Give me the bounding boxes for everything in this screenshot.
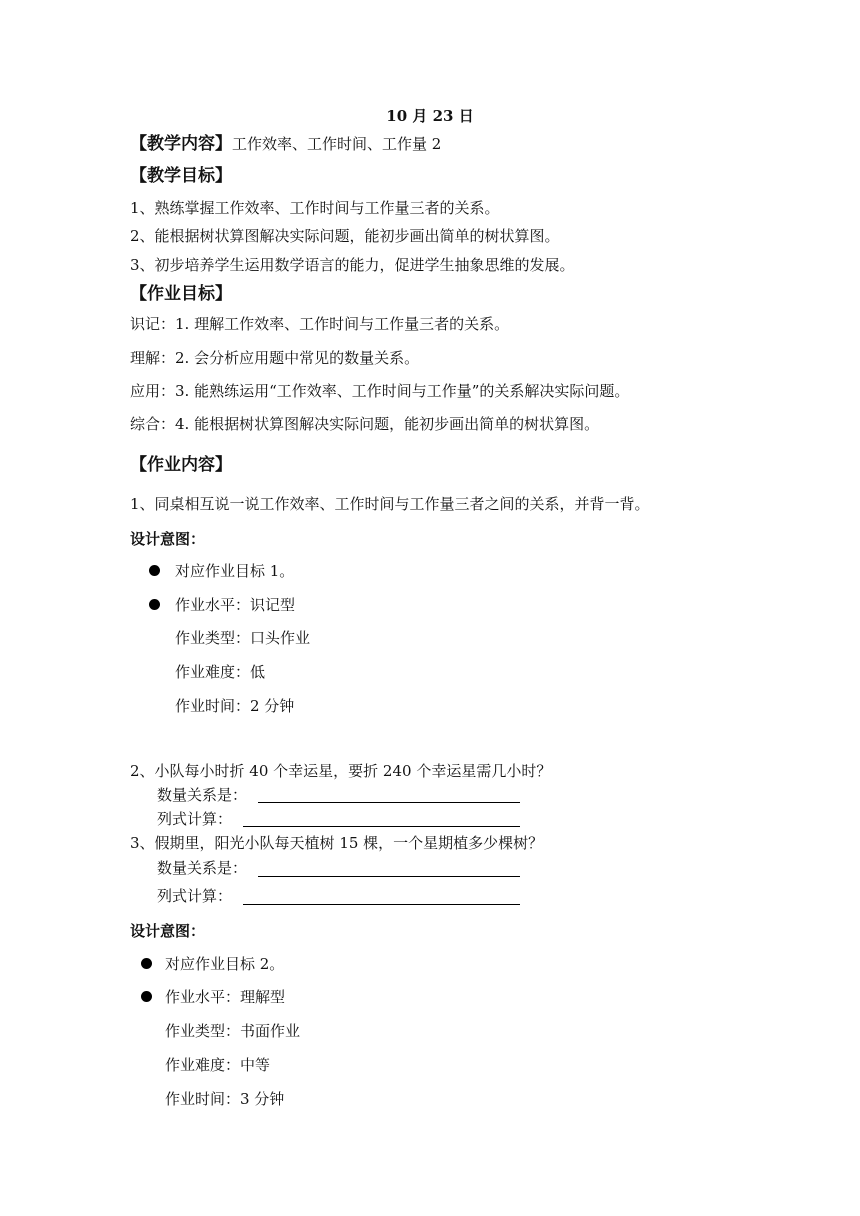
teaching-goals-heading: 【教学目标】 (130, 166, 232, 186)
homework-goal-item: 识记：1. 理解工作效率、工作时间与工作量三者的关系。 (130, 315, 510, 333)
q3-calc-label: 列式计算： (157, 887, 233, 905)
bullet-icon (149, 599, 160, 610)
design-type: 作业类型：书面作业 (165, 1022, 301, 1040)
design-type: 作业类型：口头作业 (175, 629, 311, 647)
design-time: 作业时间：3 分钟 (165, 1090, 285, 1108)
teaching-content-line (130, 134, 441, 154)
bullet-icon (149, 565, 160, 576)
design-time: 作业时间：2 分钟 (175, 697, 295, 715)
question-1: 1、同桌相互说一说工作效率、工作时间与工作量三者之间的关系，并背一背。 (130, 495, 650, 513)
homework-goal-item: 综合：4. 能根据树状算图解决实际问题，能初步画出简单的树状算图。 (130, 415, 600, 433)
homework-content-heading: 【作业内容】 (130, 455, 232, 475)
teaching-goal-item: 2、能根据树状算图解决实际问题，能初步画出简单的树状算图。 (130, 227, 560, 245)
question-2: 2、小队每小时折 40 个幸运星，要折 240 个幸运星需几小时？ (130, 762, 552, 780)
homework-goal-item: 理解：2. 会分析应用题中常见的数量关系。 (130, 349, 420, 367)
teaching-content-text: 工作效率、工作时间、工作量 2 (232, 135, 442, 153)
design-level: 作业水平：识记型 (175, 596, 296, 614)
q3-relation-label: 数量关系是： (157, 859, 248, 877)
design-difficulty: 作业难度：中等 (165, 1056, 271, 1074)
design-intent-label: 设计意图： (130, 922, 206, 940)
design-difficulty: 作业难度：低 (175, 663, 266, 681)
q3-calc-blank[interactable] (243, 904, 520, 905)
q3-relation-blank[interactable] (258, 876, 520, 877)
design-level: 作业水平：理解型 (165, 988, 286, 1006)
design-intent-label: 设计意图： (130, 530, 206, 548)
teaching-content-heading: 【教学内容】 (130, 134, 232, 154)
date-title: 10 月 23 日 (386, 107, 474, 125)
q2-relation-label: 数量关系是： (157, 786, 248, 804)
bullet-icon (141, 958, 152, 969)
q2-relation-blank[interactable] (258, 802, 520, 803)
bullet-icon (141, 991, 152, 1002)
homework-goal-item: 应用：3. 能熟练运用“工作效率、工作时间与工作量”的关系解决实际问题。 (130, 382, 630, 400)
design-target: 对应作业目标 1。 (175, 562, 295, 580)
teaching-goal-item: 1、熟练掌握工作效率、工作时间与工作量三者的关系。 (130, 199, 500, 217)
question-3: 3、假期里，阳光小队每天植树 15 棵，一个星期植多少棵树？ (130, 834, 544, 852)
q2-calc-blank[interactable] (243, 826, 520, 827)
design-target: 对应作业目标 2。 (165, 955, 285, 973)
q2-calc-label: 列式计算： (157, 810, 233, 828)
teaching-goal-item: 3、初步培养学生运用数学语言的能力，促进学生抽象思维的发展。 (130, 256, 575, 274)
homework-goals-heading: 【作业目标】 (130, 284, 232, 304)
